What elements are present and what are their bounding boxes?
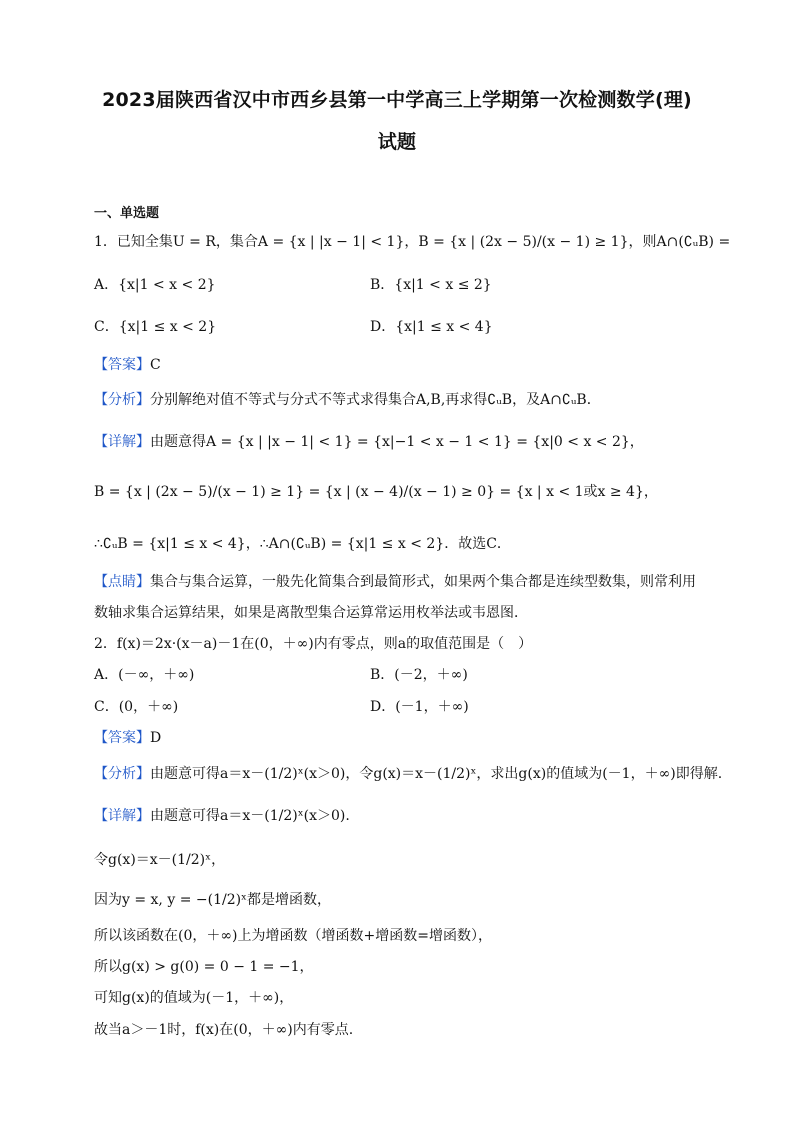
document-title-line2: 试题 <box>377 131 417 153</box>
question-2-detail-7: 故当a＞－1时，f(x)在(0，＋∞)内有零点. <box>94 1022 354 1038</box>
question-1-option-a: A．{x|1 < x < 2} <box>94 277 216 293</box>
question-2-answer <box>94 728 161 748</box>
detail-text-1: 由题意得A = {x | |x − 1| < 1} = {x|−1 < x − 1 < 1} = {x|0 < x < 2}， <box>150 434 644 450</box>
question-2-detail <box>94 806 350 826</box>
question-1-comment <box>94 572 696 592</box>
answer-value: D <box>150 730 162 746</box>
question-1-option-d: D．{x|1 ≤ x < 4} <box>370 319 493 335</box>
comment-text-1: 集合与集合运算，一般先化简集合到最简形式，如果两个集合都是连续型数集，则常利用 <box>150 574 696 590</box>
analysis-tag: 【分析】 <box>94 766 150 782</box>
document-title-line1: 2023届陕西省汉中市西乡县第一中学高三上学期第一次检测数学(理) <box>102 89 692 111</box>
analysis-text: 由题意可得a＝x－(1/2)ˣ(x＞0)，令g(x)＝x－(1/2)ˣ，求出g(x)的值域为(－1，＋∞)即得解. <box>150 766 723 782</box>
question-2-detail-6: 可知g(x)的值域为(－1，＋∞)， <box>94 990 294 1006</box>
detail-text-1: 由题意可得a＝x－(1/2)ˣ(x＞0). <box>150 808 350 824</box>
detail-tag: 【详解】 <box>94 808 150 824</box>
question-1-detail-2: B = {x | (2x − 5)/(x − 1) ≥ 1} = {x | (x − 4)/(x − 1) ≥ 0} = {x | x < 1或x ≥ 4}， <box>94 484 658 500</box>
question-2-detail-4: 所以该函数在(0，＋∞)上为增函数（增函数+增函数=增函数）， <box>94 928 492 944</box>
question-1-comment-2: 数轴求集合运算结果，如果是离散型集合运算常运用枚举法或韦恩图． <box>94 605 528 621</box>
analysis-tag: 【分析】 <box>94 392 150 408</box>
question-2-option-d: D．(－1，＋∞) <box>370 699 469 715</box>
detail-tag: 【详解】 <box>94 434 150 450</box>
question-1-detail-3: ∴∁ᵤB = {x|1 ≤ x < 4}，∴A∩(∁ᵤB) = {x|1 ≤ x < 2}．故选C． <box>94 536 511 552</box>
question-2-detail-5: 所以g(x) > g(0) = 0 − 1 = −1， <box>94 959 314 975</box>
question-1-stem: 1．已知全集U = R，集合A = {x | |x − 1| < 1}，B = {x | (2x − 5)/(x − 1) ≥ 1}，则A∩(∁ᵤB) = <box>94 234 731 250</box>
question-2-analysis <box>94 764 723 784</box>
answer-tag: 【答案】 <box>94 357 150 373</box>
section-heading: 一、单选题 <box>94 206 160 221</box>
question-2-option-b: B．(－2，＋∞) <box>370 667 468 683</box>
analysis-text: 分别解绝对值不等式与分式不等式求得集合A,B,再求得∁ᵤB，及A∩∁ᵤB． <box>150 392 601 408</box>
answer-value: C <box>150 357 161 373</box>
question-2-option-a: A．(－∞，＋∞) <box>94 667 195 683</box>
question-2-option-c: C．(0，＋∞) <box>94 699 179 715</box>
question-1-analysis <box>94 390 601 410</box>
question-1-option-b: B．{x|1 < x ≤ 2} <box>370 277 492 293</box>
question-2-detail-2: 令g(x)＝x－(1/2)ˣ， <box>94 852 226 868</box>
comment-tag: 【点睛】 <box>94 574 150 590</box>
answer-tag: 【答案】 <box>94 730 150 746</box>
question-1-detail <box>94 432 644 452</box>
question-2-stem: 2．f(x)＝2x·(x－a)－1在(0，＋∞)内有零点，则a的取值范围是（ ） <box>94 636 533 652</box>
question-1-answer <box>94 355 161 375</box>
question-1-option-c: C．{x|1 ≤ x < 2} <box>94 319 217 335</box>
question-2-detail-3: 因为y = x, y = −(1/2)ˣ都是增函数， <box>94 892 331 908</box>
